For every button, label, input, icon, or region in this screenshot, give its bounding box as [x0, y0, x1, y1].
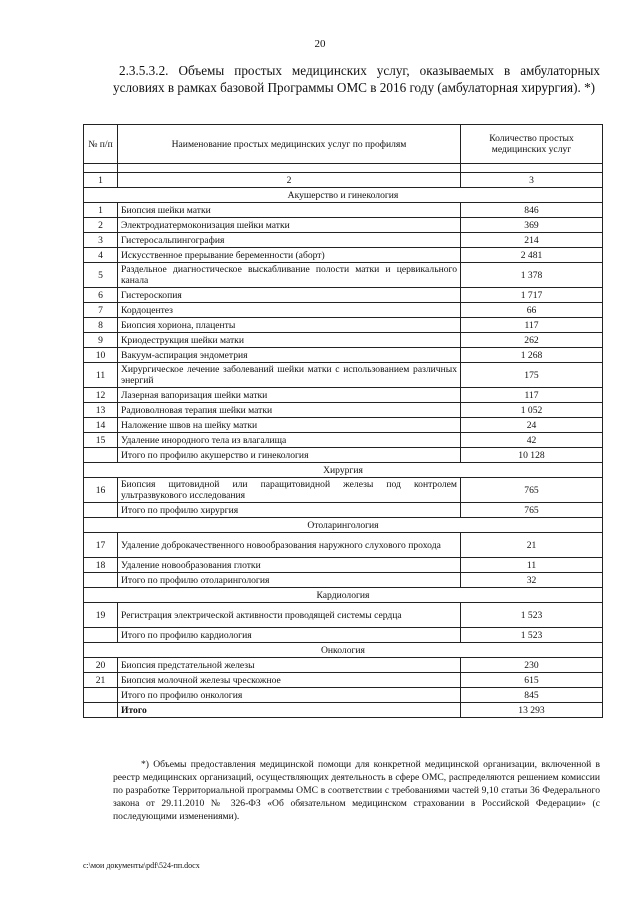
service-quantity: 1 523 [461, 603, 603, 628]
section-header-row [84, 188, 603, 203]
table-row [84, 478, 603, 503]
section-heading: 2.3.5.3.2. Объемы простых медицинских услуг, оказываемых в амбулаторных условиях в рамках базовой Программы ОМС в 2016 году (амбулаторная хирургия). *) [113, 63, 600, 95]
table-row [84, 248, 603, 263]
section-header-row [84, 588, 603, 603]
section-total-quantity: 765 [461, 503, 603, 518]
section-total-quantity: 1 523 [461, 628, 603, 643]
section-total-quantity: 32 [461, 573, 603, 588]
col-number-3: 3 [461, 173, 603, 188]
row-number: 10 [84, 348, 118, 363]
service-name: Лазерная вапоризация шейки матки [118, 388, 461, 403]
row-number: 4 [84, 248, 118, 263]
section-header-row [84, 518, 603, 533]
total-num-empty [84, 628, 118, 643]
row-number: 21 [84, 673, 118, 688]
table-row [84, 318, 603, 333]
col-number-1: 1 [84, 173, 118, 188]
service-name: Гистеросальпингография [118, 233, 461, 248]
gap-cell [461, 164, 603, 173]
table-row [84, 363, 603, 388]
service-quantity: 117 [461, 318, 603, 333]
row-number: 2 [84, 218, 118, 233]
table-row [84, 203, 603, 218]
service-quantity: 21 [461, 533, 603, 558]
section-title: Кардиология [84, 588, 603, 603]
total-num-empty [84, 448, 118, 463]
service-name: Радиоволновая терапия шейки матки [118, 403, 461, 418]
row-number: 6 [84, 288, 118, 303]
grand-total-label: Итого [118, 703, 461, 718]
section-total-label: Итого по профилю онкология [118, 688, 461, 703]
table-row [84, 558, 603, 573]
service-quantity: 369 [461, 218, 603, 233]
row-number: 12 [84, 388, 118, 403]
service-name: Биопсия шейки матки [118, 203, 461, 218]
row-number: 17 [84, 533, 118, 558]
grand-total-quantity: 13 293 [461, 703, 603, 718]
gap-cell [118, 164, 461, 173]
service-quantity: 42 [461, 433, 603, 448]
section-title: Хирургия [84, 463, 603, 478]
service-name: Биопсия хориона, плаценты [118, 318, 461, 333]
table-row [84, 333, 603, 348]
row-number: 3 [84, 233, 118, 248]
service-quantity: 765 [461, 478, 603, 503]
grand-total-row [84, 703, 603, 718]
service-name: Регистрация электрической активности проводящей системы сердца [118, 603, 461, 628]
row-number: 8 [84, 318, 118, 333]
service-quantity: 117 [461, 388, 603, 403]
page-number: 20 [314, 38, 326, 50]
service-quantity: 262 [461, 333, 603, 348]
service-name: Искусственное прерывание беременности (аборт) [118, 248, 461, 263]
section-total-row [84, 448, 603, 463]
total-num-empty [84, 503, 118, 518]
service-name: Удаление доброкачественного новообразования наружного слухового прохода [118, 533, 461, 558]
table-row [84, 603, 603, 628]
row-number: 5 [84, 263, 118, 288]
services-table [83, 124, 603, 718]
table-row [84, 403, 603, 418]
service-name: Биопсия предстательной железы [118, 658, 461, 673]
row-number: 11 [84, 363, 118, 388]
row-number: 7 [84, 303, 118, 318]
service-quantity: 24 [461, 418, 603, 433]
row-number: 13 [84, 403, 118, 418]
grand-total-num-empty [84, 703, 118, 718]
section-total-quantity: 845 [461, 688, 603, 703]
section-total-quantity: 10 128 [461, 448, 603, 463]
service-quantity: 230 [461, 658, 603, 673]
service-name: Удаление инородного тела из влагалища [118, 433, 461, 448]
row-number: 1 [84, 203, 118, 218]
column-number-row [84, 173, 603, 188]
table-row [84, 288, 603, 303]
service-name: Раздельное диагностическое выскабливание полости матки и цервикального канала [118, 263, 461, 288]
row-number: 19 [84, 603, 118, 628]
service-name: Криодеструкция шейки матки [118, 333, 461, 348]
header-num: № п/п [84, 125, 118, 164]
table-row [84, 218, 603, 233]
footnote: *) Объемы предоставления медицинской помощи для конкретной медицинской организации, включенной в реестр медицинских организаций, осуществляющих деятельность в сфере ОМС, распределяются решением комиссии по разработке Территориальной программы ОМС в соответствии с требованиями частей 9,10 статьи 36 Федерального закона от 29.11.2010 № 326-ФЗ «Об обязательном медицинском страховании в Российской Федерации» (с последующими изменениями). [113, 759, 600, 822]
service-quantity: 846 [461, 203, 603, 218]
service-quantity: 175 [461, 363, 603, 388]
service-quantity: 11 [461, 558, 603, 573]
table-row [84, 303, 603, 318]
header-qty: Количество простых медицинских услуг [461, 125, 603, 164]
service-quantity: 2 481 [461, 248, 603, 263]
service-quantity: 1 717 [461, 288, 603, 303]
header-gap-row [84, 164, 603, 173]
service-name: Удаление новообразования глотки [118, 558, 461, 573]
service-name: Биопсия молочной железы чрескожное [118, 673, 461, 688]
total-num-empty [84, 688, 118, 703]
row-number: 15 [84, 433, 118, 448]
section-total-label: Итого по профилю отоларингология [118, 573, 461, 588]
col-number-2: 2 [118, 173, 461, 188]
row-number: 9 [84, 333, 118, 348]
service-quantity: 1 378 [461, 263, 603, 288]
section-total-label: Итого по профилю акушерство и гинекология [118, 448, 461, 463]
section-total-label: Итого по профилю хирургия [118, 503, 461, 518]
table-row [84, 233, 603, 248]
row-number: 14 [84, 418, 118, 433]
services-table-body [84, 125, 603, 718]
row-number: 16 [84, 478, 118, 503]
service-quantity: 66 [461, 303, 603, 318]
table-row [84, 673, 603, 688]
section-title: Отоларингология [84, 518, 603, 533]
service-name: Гистероскопия [118, 288, 461, 303]
section-header-row [84, 643, 603, 658]
total-num-empty [84, 573, 118, 588]
section-total-row [84, 503, 603, 518]
table-row [84, 533, 603, 558]
service-name: Биопсия щитовидной или паращитовидной железы под контролем ультразвукового исследования [118, 478, 461, 503]
table-row [84, 388, 603, 403]
table-row [84, 348, 603, 363]
table-row [84, 433, 603, 448]
section-total-row [84, 628, 603, 643]
table-row [84, 263, 603, 288]
service-quantity: 1 268 [461, 348, 603, 363]
gap-cell [84, 164, 118, 173]
service-name: Кордоцентез [118, 303, 461, 318]
section-header-row [84, 463, 603, 478]
section-total-row [84, 688, 603, 703]
section-total-label: Итого по профилю кардиология [118, 628, 461, 643]
header-name: Наименование простых медицинских услуг по профилям [118, 125, 461, 164]
section-title: Онкология [84, 643, 603, 658]
service-name: Хирургическое лечение заболеваний шейки матки с использованием различных энергий [118, 363, 461, 388]
service-quantity: 1 052 [461, 403, 603, 418]
table-row [84, 658, 603, 673]
table-row [84, 418, 603, 433]
service-quantity: 615 [461, 673, 603, 688]
section-total-row [84, 573, 603, 588]
row-number: 20 [84, 658, 118, 673]
section-title: Акушерство и гинекология [84, 188, 603, 203]
service-name: Электродиатермоконизация шейки матки [118, 218, 461, 233]
row-number: 18 [84, 558, 118, 573]
file-path: c:\мои документы\pdf\524-пп.docx [83, 861, 200, 870]
service-name: Вакуум-аспирация эндометрия [118, 348, 461, 363]
table-header-row [84, 125, 603, 164]
service-quantity: 214 [461, 233, 603, 248]
service-name: Наложение швов на шейку матки [118, 418, 461, 433]
